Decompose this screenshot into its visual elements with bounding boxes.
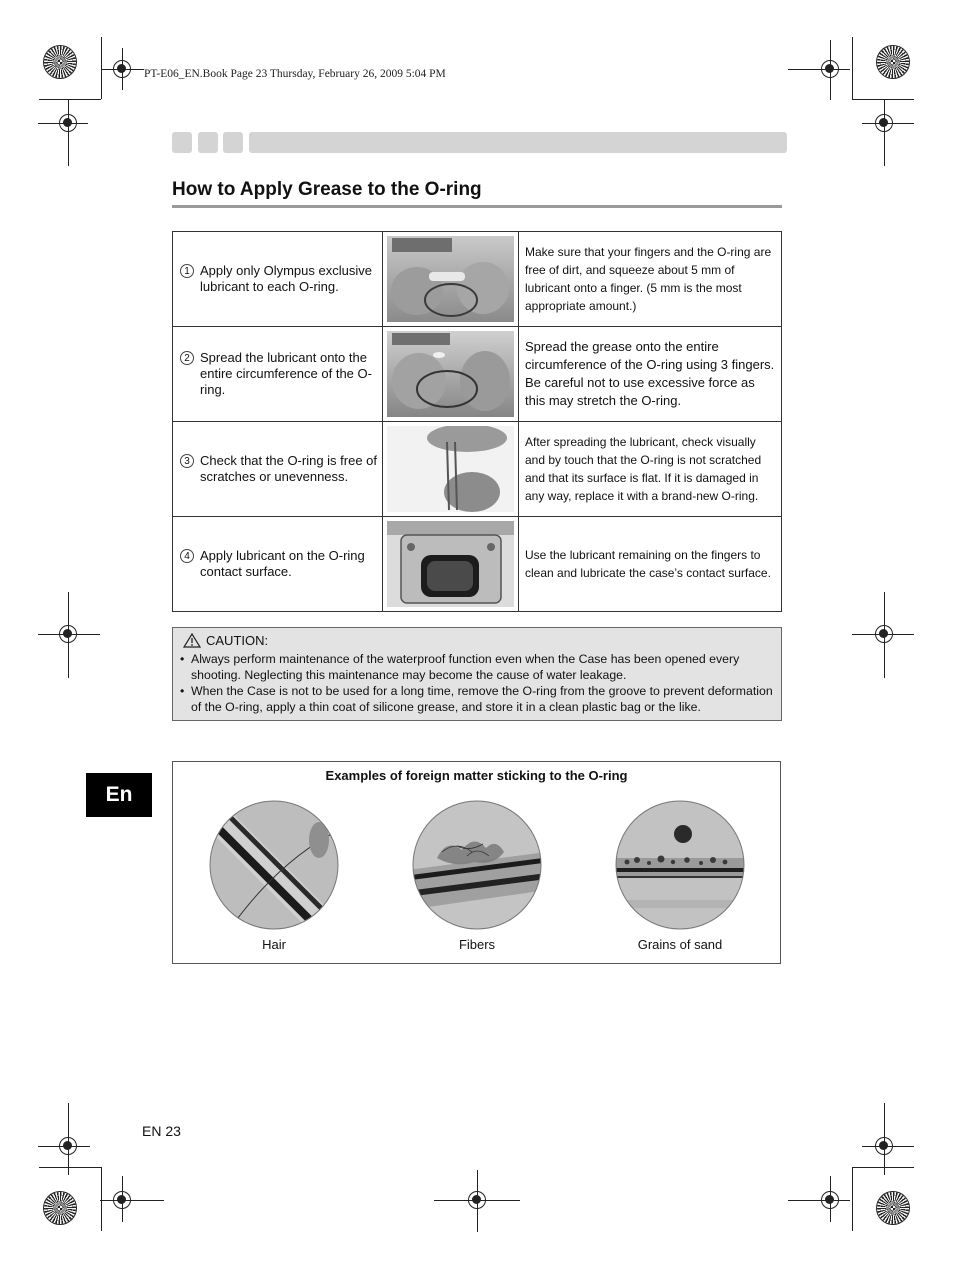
step-detail-cell: [519, 327, 782, 422]
caution-item: • Always perform maintenance of the waterproof function even when the Case has been opened every shooting. Neglecting this maintenance may become the cause of water leakage.: [179, 652, 775, 683]
caution-header: [183, 633, 268, 648]
table-row: [173, 327, 782, 422]
registration-mark-icon: [821, 1191, 839, 1209]
registration-mark-icon: [875, 1137, 893, 1155]
step-instruction: Spread the lubricant onto the entire circumference of the O-ring.: [200, 350, 372, 397]
steps-table: [172, 231, 782, 612]
step-detail: Use the lubricant remaining on the fingers to clean and lubricate the case’s contact surface.: [525, 548, 771, 580]
header-square: [198, 132, 218, 153]
caution-list: [179, 652, 775, 716]
header-bar: [249, 132, 787, 153]
step-detail-cell: [519, 422, 782, 517]
registration-mark-icon: [875, 114, 893, 132]
registration-mark-icon: [821, 60, 839, 78]
print-header-line: PT-E06_EN.Book Page 23 Thursday, February 26, 2009 5:04 PM: [144, 68, 446, 80]
step-instruction: Apply only Olympus exclusive lubricant to each O-ring.: [200, 263, 372, 294]
registration-star-icon: [877, 1192, 909, 1224]
hands-squeezing-lubricant-photo: [387, 236, 514, 322]
registration-mark-icon: [59, 625, 77, 643]
registration-mark-icon: [59, 114, 77, 132]
step-number: 3: [180, 454, 194, 468]
step-detail: Make sure that your fingers and the O-ring are free of dirt, and squeeze about 5 mm of lubricant onto a finger. (5 mm is the most appropriate amount.): [525, 245, 772, 313]
step-photo-cell: [383, 232, 519, 327]
hands-spreading-grease-photo: [387, 331, 514, 417]
registration-mark-icon: [875, 625, 893, 643]
registration-star-icon: [44, 1192, 76, 1224]
hands-checking-oring-photo: [387, 426, 514, 512]
table-row: [173, 422, 782, 517]
step-photo-cell: [383, 422, 519, 517]
step-instruction: Check that the O-ring is free of scratches or unevenness.: [200, 453, 378, 484]
registration-mark-icon: [59, 1137, 77, 1155]
example-caption: Fibers: [458, 937, 496, 952]
step-photo-cell: [383, 517, 519, 612]
caution-label: CAUTION:: [206, 633, 269, 648]
step-detail: Spread the grease onto the entire circumference of the O-ring using 3 fingers. Be careful not to use excessive force as this may stretch the O-ring.: [525, 339, 775, 408]
step-number: 2: [180, 351, 194, 365]
case-contact-surface-photo: [387, 521, 514, 607]
step-photo-cell: [383, 327, 519, 422]
table-row: [173, 517, 782, 612]
step-number: 4: [180, 549, 194, 563]
caution-item: • When the Case is not to be used for a long time, remove the O-ring from the groove to prevent deformation of the O-ring, apply a thin coat of silicone grease, and store it in a clean plastic bag or the like.: [179, 684, 775, 715]
registration-star-icon: [877, 46, 909, 78]
step-instruction-cell: [173, 422, 383, 517]
registration-star-icon: [44, 46, 76, 78]
step-detail: After spreading the lubricant, check visually and by touch that the O-ring is not scratched and that its surface is flat. If it is damaged in any way, replace it with a brand-new O-ring.: [525, 435, 762, 503]
table-row: [173, 232, 782, 327]
step-instruction-cell: [173, 517, 383, 612]
examples-box: [172, 761, 781, 964]
examples-title: Examples of foreign matter sticking to the O-ring: [325, 768, 628, 783]
step-detail-cell: [519, 517, 782, 612]
hair-example-image: [209, 800, 339, 930]
page-number: EN 23: [142, 1123, 181, 1139]
warning-triangle-icon: [183, 633, 201, 648]
step-instruction: Apply lubricant on the O-ring contact surface.: [200, 548, 365, 579]
registration-mark-icon: [113, 1191, 131, 1209]
header-square: [172, 132, 192, 153]
example-caption: Grains of sand: [637, 937, 723, 952]
registration-mark-icon: [113, 60, 131, 78]
language-tab: En: [86, 773, 152, 817]
example-caption: Hair: [262, 937, 286, 952]
section-title: How to Apply Grease to the O-ring: [172, 179, 482, 200]
step-instruction-cell: [173, 232, 383, 327]
step-instruction-cell: [173, 327, 383, 422]
step-number: 1: [180, 264, 194, 278]
grains-of-sand-example-image: [615, 800, 745, 930]
caution-box: [172, 627, 782, 721]
title-underline: [172, 205, 782, 208]
step-detail-cell: [519, 232, 782, 327]
header-square: [223, 132, 243, 153]
fibers-example-image: [412, 800, 542, 930]
registration-mark-icon: [468, 1191, 486, 1209]
